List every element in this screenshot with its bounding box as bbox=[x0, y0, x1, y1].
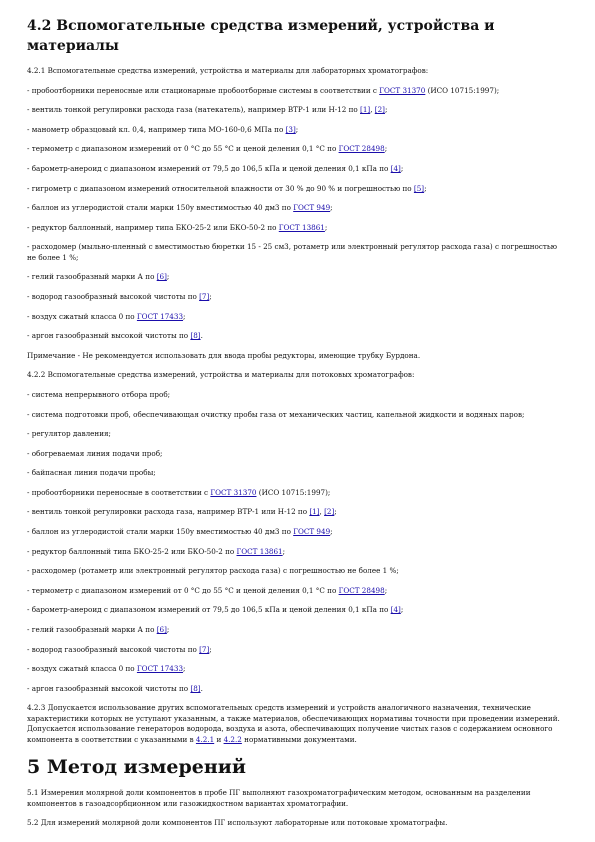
reference-link[interactable]: [8] bbox=[190, 683, 201, 693]
list-item: - барометр-анероид с диапазоном измерений от 79,5 до 106,5 кПа и ценой деления 0,1 кПа по [4]; bbox=[27, 605, 404, 615]
list-item: - вентиль тонкой регулировки расхода газа (натекатель), например ВТР-1 или Н-12 по [1], [2]; bbox=[27, 105, 388, 115]
note-paragraph: Примечание - Не рекомендуется использовать для ввода пробы редукторы, имеющие трубку Бурдона. bbox=[27, 350, 421, 360]
reference-link[interactable]: ГОСТ 13861 bbox=[278, 222, 325, 232]
reference-link[interactable]: [7] bbox=[199, 644, 210, 654]
section-title: 4.2 Вспомогательные средства измерений, устройства и материалы bbox=[27, 18, 495, 54]
reference-link[interactable]: [2] bbox=[324, 507, 335, 517]
reference-link[interactable]: [4] bbox=[390, 605, 401, 615]
reference-link[interactable]: ГОСТ 949 bbox=[293, 203, 331, 213]
list-item: - регулятор давления; bbox=[27, 429, 111, 439]
list-item: - байпасная линия подачи пробы; bbox=[27, 468, 156, 478]
list-item: - манометр образцовый кл. 0,4, например типа МО-160-0,6 МПа по [3]; bbox=[27, 124, 299, 134]
paragraph-4-2-1: 4.2.1 Вспомогательные средства измерений, устройства и материалы для лабораторных хроматографов: bbox=[27, 66, 429, 75]
list-item: - вентиль тонкой регулировки расхода газа, например ВТР-1 или Н-12 по [1], [2]; bbox=[27, 507, 337, 517]
reference-link[interactable]: [2] bbox=[374, 105, 385, 115]
list-item: - водород газообразный высокой чистоты по [7]; bbox=[27, 291, 212, 301]
list-item: - термометр с диапазоном измерений от 0 °С до 55 °С и ценой деления 0,1 °С по ГОСТ 28498; bbox=[27, 144, 388, 154]
list-item: - обогреваемая линия подачи проб; bbox=[27, 448, 163, 458]
equipment-list-online bbox=[27, 390, 568, 694]
reference-link[interactable]: ГОСТ 949 bbox=[293, 527, 331, 537]
list-item: - гелий газообразный марки А по [6]; bbox=[27, 625, 170, 635]
list-item: - барометр-анероид с диапазоном измерений от 79,5 до 106,5 кПа и ценой деления 0,1 кПа по [4]; bbox=[27, 163, 404, 173]
list-item: - баллон из углеродистой стали марки 150у вместимостью 40 дм3 по ГОСТ 949; bbox=[27, 527, 333, 537]
equipment-list-laboratory bbox=[27, 86, 568, 342]
reference-link[interactable]: [7] bbox=[199, 291, 210, 301]
paragraph-5-2: 5.2 Для измерений молярной доли компонентов ПГ используют лабораторные или потоковые хроматографы. bbox=[27, 818, 448, 828]
list-item: - система непрерывного отбора проб; bbox=[27, 389, 171, 399]
reference-link[interactable]: 4.2.2 bbox=[223, 734, 242, 744]
list-item: - пробоотборники переносные или стационарные пробоотборные системы в соответствии с ГОСТ 31370 (ИСО 10715:1997); bbox=[27, 85, 500, 95]
list-item: - расходомер (мыльно-пленный с вместимостью бюретки 15 - 25 см3, ротаметр или электронный регулятор расхода газа) с погрешностью не более 1 %; bbox=[27, 242, 558, 262]
list-item: - аргон газообразный высокой чистоты по [8]. bbox=[27, 331, 203, 341]
reference-link[interactable]: [6] bbox=[156, 272, 167, 282]
reference-link[interactable]: ГОСТ 17433 bbox=[136, 311, 184, 321]
reference-link[interactable]: ГОСТ 28498 bbox=[338, 144, 385, 154]
paragraph-4-2-2: 4.2.2 Вспомогательные средства измерений, устройства и материалы для потоковых хроматографов: bbox=[27, 370, 415, 380]
list-item: - редуктор баллонный типа БКО-25-2 или БКО-50-2 по ГОСТ 13861; bbox=[27, 546, 286, 556]
reference-link[interactable]: [6] bbox=[156, 625, 167, 635]
list-item: - термометр с диапазоном измерений от 0 °С до 55 °С и ценой деления 0,1 °С по ГОСТ 28498; bbox=[27, 585, 388, 595]
reference-link[interactable]: [5] bbox=[413, 183, 425, 193]
reference-link[interactable]: [1] bbox=[360, 105, 371, 115]
list-item: - пробоотборники переносные в соответствии с ГОСТ 31370 (ИСО 10715:1997); bbox=[27, 487, 331, 497]
list-item: - редуктор баллонный, например типа БКО-25-2 или БКО-50-2 по ГОСТ 13861; bbox=[27, 222, 328, 232]
reference-link[interactable]: ГОСТ 31370 bbox=[210, 487, 257, 497]
list-item: - водород газообразный высокой чистоты по [7]; bbox=[27, 644, 212, 654]
reference-link[interactable]: [1] bbox=[309, 507, 320, 517]
reference-link[interactable]: ГОСТ 28498 bbox=[338, 585, 385, 595]
reference-link[interactable]: [4] bbox=[390, 163, 401, 173]
list-item: - гелий газообразный марки А по [6]; bbox=[27, 272, 170, 282]
list-item: - воздух сжатый класса 0 по ГОСТ 17433; bbox=[27, 311, 186, 321]
list-item: - расходомер (ротаметр или электронный регулятор расхода газа) с погрешностью не более 1 %; bbox=[27, 566, 399, 576]
reference-link[interactable]: ГОСТ 13861 bbox=[236, 546, 283, 556]
list-item: - система подготовки проб, обеспечивающая очистку пробы газа от механических частиц, капельной жидкости и водяных паров; bbox=[27, 409, 525, 419]
reference-link[interactable]: [3] bbox=[285, 124, 296, 134]
reference-link[interactable]: ГОСТ 31370 bbox=[379, 85, 426, 95]
list-item: - гигрометр с диапазоном измерений относительной влажности от 30 % до 90 % и погрешностью по [5]; bbox=[27, 183, 427, 193]
reference-link[interactable]: [8] bbox=[190, 331, 201, 341]
section-title: 5 Метод измерений bbox=[27, 756, 246, 779]
list-item: - воздух сжатый класса 0 по ГОСТ 17433; bbox=[27, 664, 186, 674]
list-item: - баллон из углеродистой стали марки 150у вместимостью 40 дм3 по ГОСТ 949; bbox=[27, 203, 333, 213]
reference-link[interactable]: 4.2.1 bbox=[195, 734, 215, 744]
paragraph-5-1: 5.1 Измерения молярной доли компонентов в пробе ПГ выполняют газохроматографическим методом, основанным на разделении компонентов в газоадсорбционном или газожидкостном вариантах хроматографии. bbox=[27, 788, 531, 808]
list-item: - аргон газообразный высокой чистоты по [8]. bbox=[27, 683, 203, 693]
paragraph-4-2-3: 4.2.3 Допускается использование других вспомогательных средств измерений и устройств аналогичного назначения, технические характеристики которых не уступают указанным, а также материалов, обеспечивающих нормативы точности при проведении измерений. Допускается использование генераторов водорода, воздуха и азота, обеспечивающих получение чистых газов с содержанием основного компонента в соответствии с указанными в 4.2.1 и 4.2.2 нормативными документами. bbox=[27, 703, 560, 744]
reference-link[interactable]: ГОСТ 17433 bbox=[136, 664, 184, 674]
